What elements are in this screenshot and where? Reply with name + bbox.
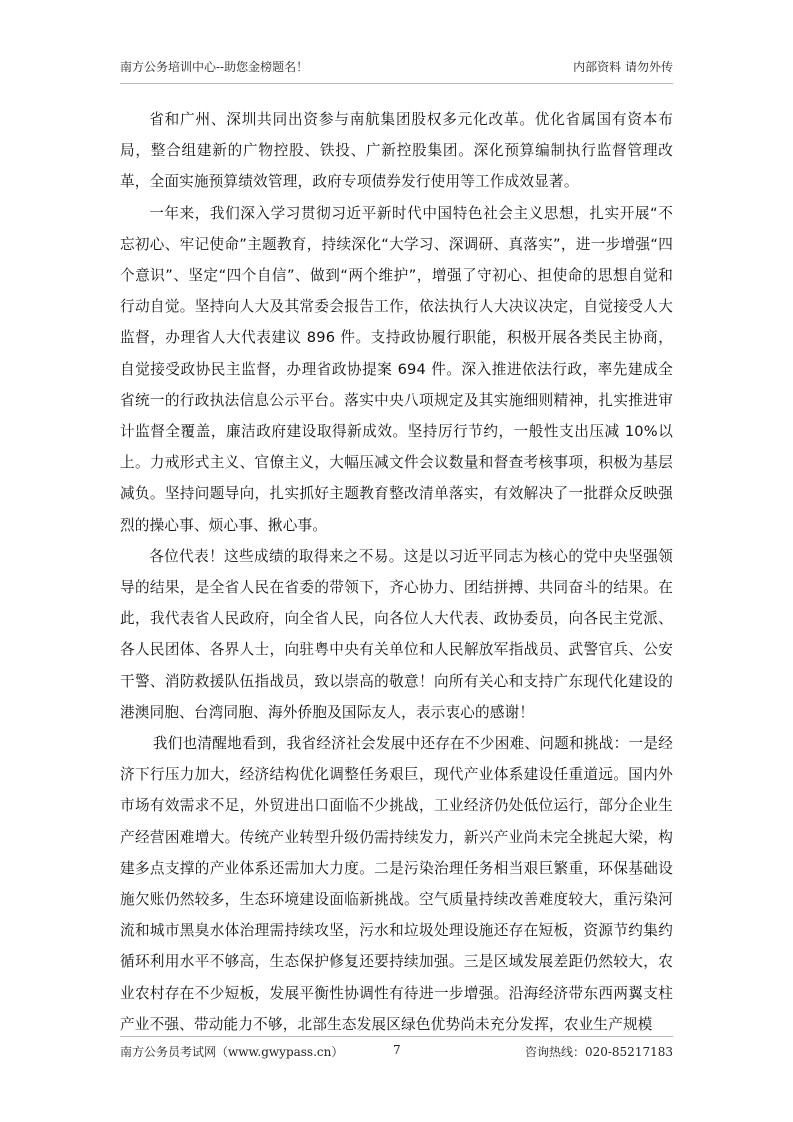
page-number: 7 xyxy=(393,1043,401,1057)
document-body xyxy=(120,104,673,1040)
paragraph-1: 省和广州、深圳共同出资参与南航集团股权多元化改革。优化省属国有资本布局，整合组建新的广物控股、铁投、广新控股集团。深化预算编制执行监督管理改革，全面实施预算绩效管理，政府专项债券发行使用等工作成效显著。 xyxy=(120,111,673,191)
page-header xyxy=(120,58,673,78)
header-organization: 南方公务培训中心--助您金榜题名！ xyxy=(120,60,309,74)
page-footer xyxy=(120,1043,673,1063)
header-divider xyxy=(120,83,673,84)
footer-divider xyxy=(120,1036,673,1037)
header-confidential-note: 内部资料 请勿外传 xyxy=(573,60,673,74)
paragraph-2: 一年来，我们深入学习贯彻习近平新时代中国特色社会主义思想，扎实开展“不忘初心、牢记使命”主题教育，持续深化“大学习、深调研、真落实”，进一步增强“四个意识”、坚定“四个自信”、做到“两个维护”，增强了守初心、担使命的思想自觉和行动自觉。坚持向人大及其常委会报告工作，依法执行人大决议决定，自觉接受人大监督，办理省人大代表建议 896 件。支持政协履行职能，积极开展各类民主协商，自觉接受政协民主监督，办理省政协提案 694 件。深入推进依法行政，率先建成全省统一的行政执法信息公示平台。落实中央八项规定及其实施细则精神，扎实推进审计监督全覆盖，廉洁政府建设取得新成效。坚持厉行节约，一般性支出压减 10%以上。力戒形式主义、官僚主义，大幅压减文件会议数量和督查考核事项，积极为基层减负。坚持问题导向，扎实抓好主题教育整改清单落实，有效解决了一批群众反映强烈的操心事、烦心事、揪心事。 xyxy=(120,204,673,534)
paragraph-4: 我们也清醒地看到，我省经济社会发展中还存在不少困难、问题和挑战：一是经济下行压力加大，经济结构优化调整任务艰巨，现代产业体系建设任重道远。国内外市场有效需求不足，外贸进出口面临不少挑战，工业经济仍处低位运行，部分企业生产经营困难增大。传统产业转型升级仍需持续发力，新兴产业尚未完全挑起大梁，构建多点支撑的产业体系还需加大力度。二是污染治理任务相当艰巨繁重，环保基础设施欠账仍然较多，生态环境建设面临新挑战。空气质量持续改善难度较大，重污染河流和城市黑臭水体治理需持续攻坚，污水和垃圾处理设施还存在短板，资源节约集约循环利用水平不够高，生态保护修复还要持续加强。三是区域发展差距仍然较大，农业农村存在不少短板，发展平衡性协调性有待进一步增强。沿海经济带东西两翼支柱产业不强、带动能力不够，北部生态发展区绿色优势尚未充分发挥，农业生产规模 xyxy=(120,735,673,1033)
footer-hotline: 咨询热线：020-85217183 xyxy=(524,1045,673,1059)
paragraph-3: 各位代表！这些成绩的取得来之不易。这是以习近平同志为核心的党中央坚强领导的结果，是全省人民在省委的带领下，齐心协力、团结拼搏、共同奋斗的结果。在此，我代表省人民政府，向全省人民，向各位人大代表、政协委员，向各民主党派、各人民团体、各界人士，向驻粤中央有关单位和人民解放军指战员、武警官兵、公安干警、消防救援队伍指战员，致以崇高的敬意！向所有关心和支持广东现代化建设的港澳同胞、台湾同胞、海外侨胞及国际友人，表示衷心的感谢！ xyxy=(120,547,673,721)
footer-website: 南方公务员考试网（www.gwypass.cn） xyxy=(120,1045,344,1059)
